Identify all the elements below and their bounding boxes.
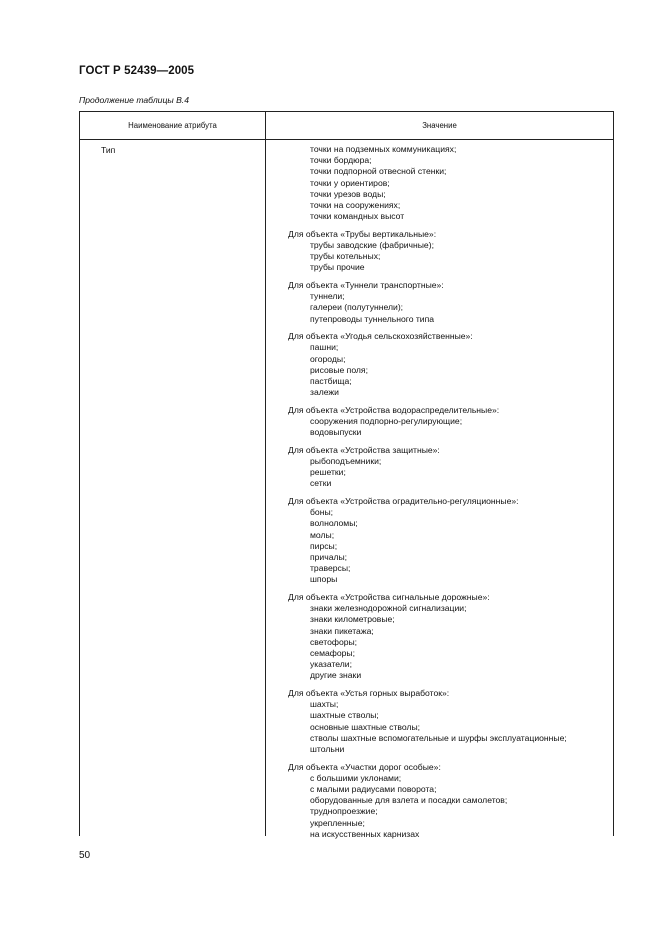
value-item: водовыпуски — [310, 427, 362, 438]
value-item: рыбоподъемники; — [310, 456, 382, 467]
value-item: точки бордюра; — [310, 155, 372, 166]
value-item: точки подпорной отвесной стенки; — [310, 166, 447, 177]
value-item: огороды; — [310, 353, 346, 364]
value-item: трубы котельных; — [310, 251, 381, 262]
value-item: оборудованные для взлета и посадки самолетов; — [310, 795, 508, 806]
value-group-title: Для объекта «Угодья сельскохозяйственные»: — [288, 331, 473, 342]
value-group — [288, 331, 609, 398]
value-group — [288, 688, 609, 755]
document-header: ГОСТ Р 52439—2005 — [79, 65, 195, 77]
value-group — [288, 280, 609, 325]
value-item: шпоры — [310, 574, 338, 585]
value-item: траверсы; — [310, 563, 351, 574]
value-item: решетки; — [310, 467, 346, 478]
value-item: семафоры; — [310, 648, 355, 659]
value-item: путепроводы туннельного типа — [310, 313, 435, 324]
column-header-value: Значение — [422, 121, 457, 130]
value-item: труднопроезжие; — [310, 806, 378, 817]
value-list — [288, 144, 609, 846]
value-item: с большими уклонами; — [310, 772, 402, 783]
value-item: туннели; — [310, 291, 345, 302]
value-item: точки урезов воды; — [310, 188, 386, 199]
value-group-title: Для объекта «Устройства сигнальные дорожные»: — [288, 592, 490, 603]
value-group — [288, 496, 609, 586]
value-item: трубы заводские (фабричные); — [310, 240, 434, 251]
value-item: рисовые поля; — [310, 364, 368, 375]
value-item: пашни; — [310, 342, 339, 353]
value-item: светофоры; — [310, 636, 358, 647]
value-item: указатели; — [310, 659, 352, 670]
value-item: шахтные стволы; — [310, 710, 379, 721]
attributes-table — [79, 111, 614, 839]
value-item: на искусственных карнизах — [310, 828, 420, 839]
value-item: точки на сооружениях; — [310, 200, 401, 211]
value-item: знаки километровые; — [310, 614, 395, 625]
value-item: волноломы; — [310, 518, 358, 529]
value-group-title: Для объекта «Трубы вертикальные»: — [288, 228, 437, 239]
value-group — [288, 144, 609, 222]
value-item: другие знаки — [310, 670, 362, 681]
value-item: пирсы; — [310, 540, 338, 551]
value-item: точки командных высот — [310, 211, 405, 222]
value-item: стволы шахтные вспомогательные и шурфы эксплуатационные; — [310, 732, 567, 743]
value-item: сетки — [310, 478, 332, 489]
value-item: причалы; — [310, 552, 348, 563]
value-item: точки на подземных коммуникациях; — [310, 144, 457, 154]
column-divider — [265, 112, 266, 836]
value-item: боны; — [310, 507, 334, 518]
value-item: с малыми радиусами поворота; — [310, 784, 437, 795]
value-item: трубы прочие — [310, 262, 365, 273]
column-header-attribute: Наименование атрибута — [128, 121, 217, 130]
value-group — [288, 592, 609, 682]
page-number: 50 — [79, 850, 91, 861]
value-item: сооружения подпорно-регулирующие; — [310, 416, 463, 427]
value-group — [288, 762, 609, 840]
value-group — [288, 445, 609, 490]
value-group — [288, 229, 609, 274]
value-item: точки у ориентиров; — [310, 177, 390, 188]
value-group-title: Для объекта «Устройства водораспределительные»: — [288, 404, 500, 415]
value-group-title: Для объекта «Устройства защитные»: — [288, 444, 440, 455]
value-group-title: Для объекта «Устья горных выработок»: — [288, 688, 450, 699]
table-header-row — [80, 112, 613, 140]
value-item: шахты; — [310, 699, 339, 710]
value-item: основные шахтные стволы; — [310, 721, 421, 732]
value-group-title: Для объекта «Устройства оградительно-регуляционные»: — [288, 496, 519, 507]
attribute-name: Тип — [101, 145, 116, 155]
value-item: залежи — [310, 387, 339, 398]
value-group — [288, 405, 609, 439]
value-item: укрепленные; — [310, 817, 365, 828]
value-item: знаки пикетажа; — [310, 625, 374, 636]
value-item: штольни — [310, 744, 345, 755]
value-item: молы; — [310, 529, 335, 540]
value-group-title: Для объекта «Участки дорог особые»: — [288, 761, 441, 772]
value-item: пастбища; — [310, 376, 352, 387]
value-group-title: Для объекта «Туннели транспортные»: — [288, 280, 444, 291]
value-item: знаки железнодорожной сигнализации; — [310, 603, 467, 614]
value-item: галереи (полутуннели); — [310, 302, 404, 313]
table-caption: Продолжение таблицы В.4 — [79, 95, 189, 105]
